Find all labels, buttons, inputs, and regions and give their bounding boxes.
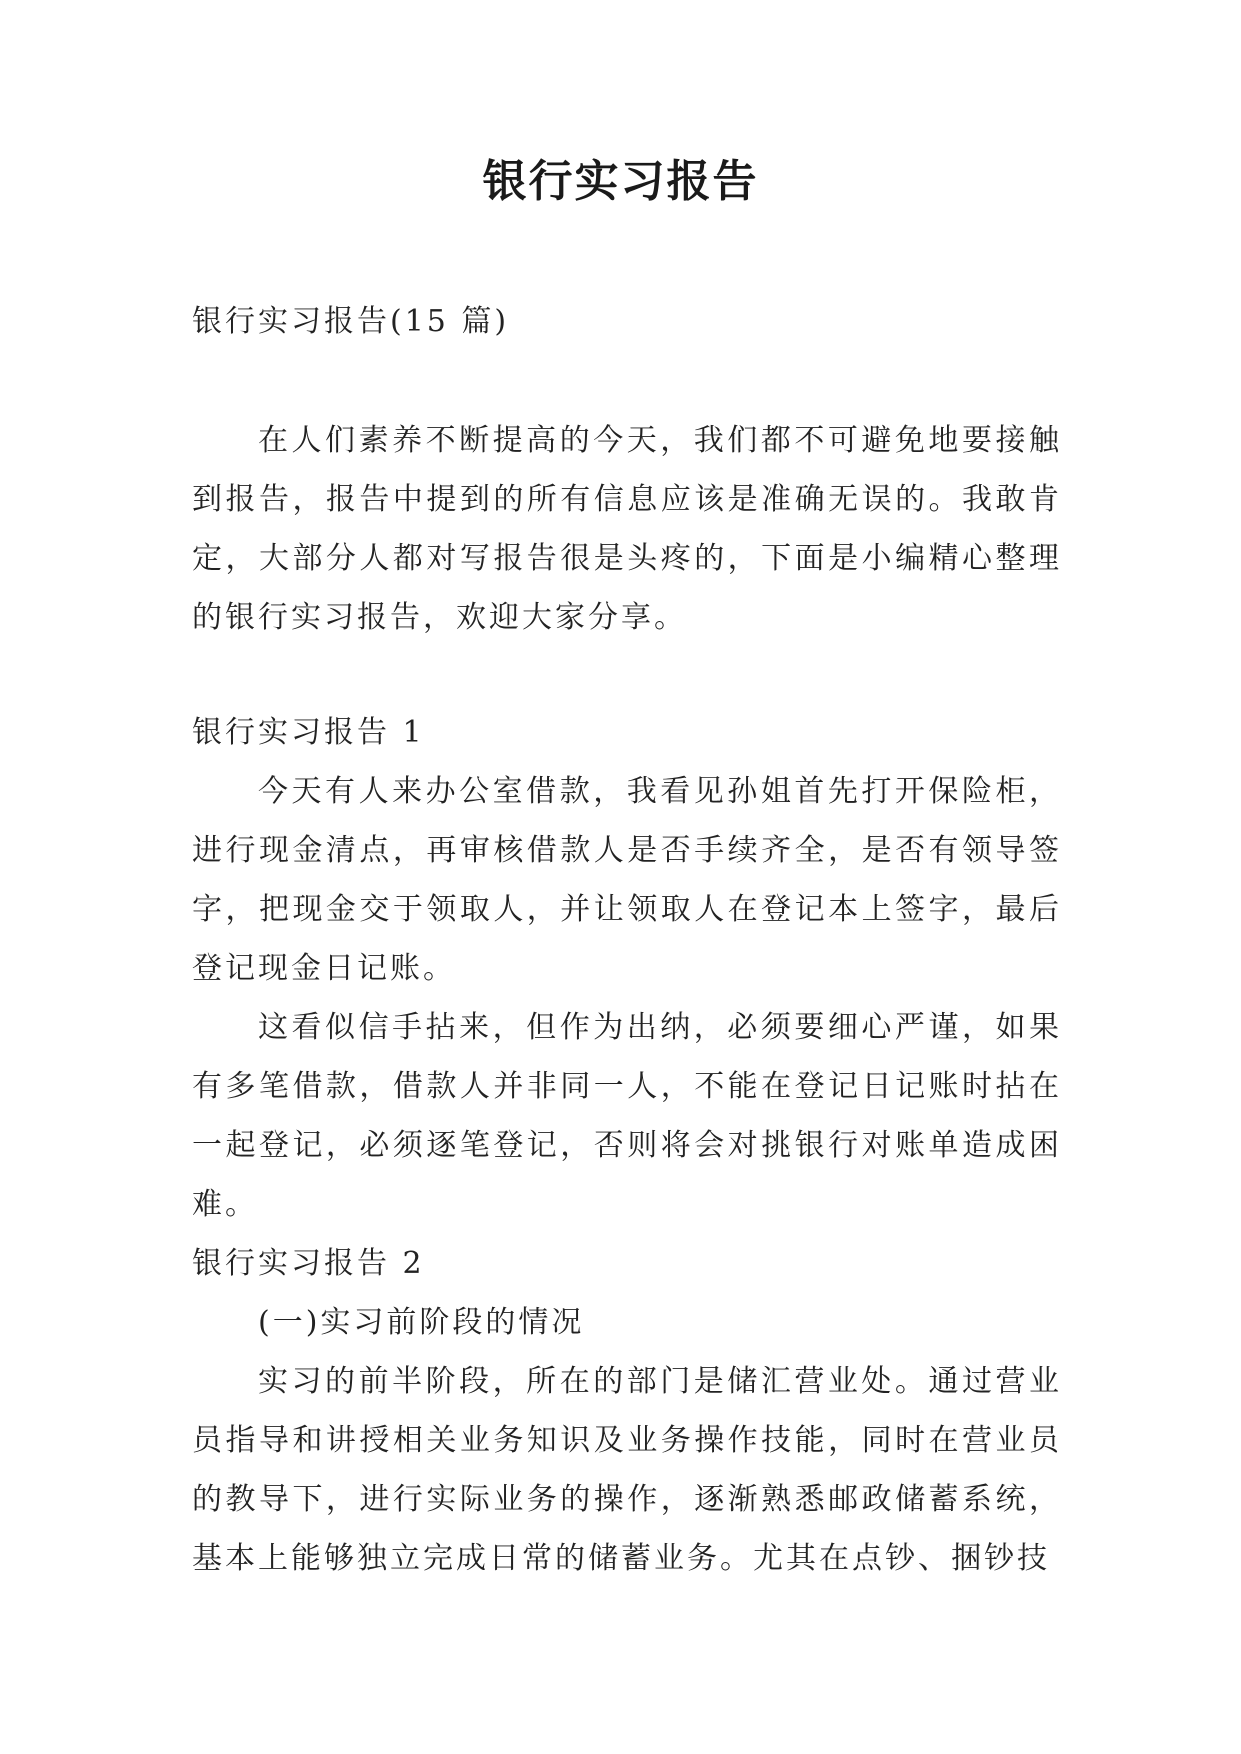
section-1-paragraph-2: 这看似信手拈来，但作为出纳，必须要细心严谨，如果有多笔借款，借款人并非同一人，不能在登记日记账时拈在一起登记，必须逐笔登记，否则将会对挑银行对账单造成困难。 [192, 1010, 1062, 1222]
document-title: 银行实习报告 [482, 156, 759, 207]
document-subtitle: 银行实习报告(15 篇) [192, 304, 510, 339]
document-body [192, 292, 1062, 1588]
section-1-paragraph-1: 今天有人来办公室借款，我看见孙姐首先打开保险柜，进行现金清点，再审核借款人是否手续齐全，是否有领导签字，把现金交于领取人，并让领取人在登记本上签字，最后登记现金日记账。 [192, 774, 1062, 986]
intro-paragraph: 在人们素养不断提高的今天，我们都不可避免地要接触到报告，报告中提到的所有信息应该是准确无误的。我敢肯定，大部分人都对写报告很是头疼的，下面是小编精心整理的银行实习报告，欢迎大家分享。 [192, 423, 1062, 635]
section-heading-1: 银行实习报告 1 [192, 715, 425, 750]
section-heading-2: 银行实习报告 2 [192, 1246, 425, 1281]
section-2-subheading: (一)实习前阶段的情况 [258, 1305, 585, 1340]
section-2-paragraph-1: 实习的前半阶段，所在的部门是储汇营业处。通过营业员指导和讲授相关业务知识及业务操作技能，同时在营业员的教导下，进行实际业务的操作，逐渐熟悉邮政储蓄系统，基本上能够独立完成日常的储蓄业务。尤其在点钞、捆钞技 [192, 1364, 1062, 1576]
